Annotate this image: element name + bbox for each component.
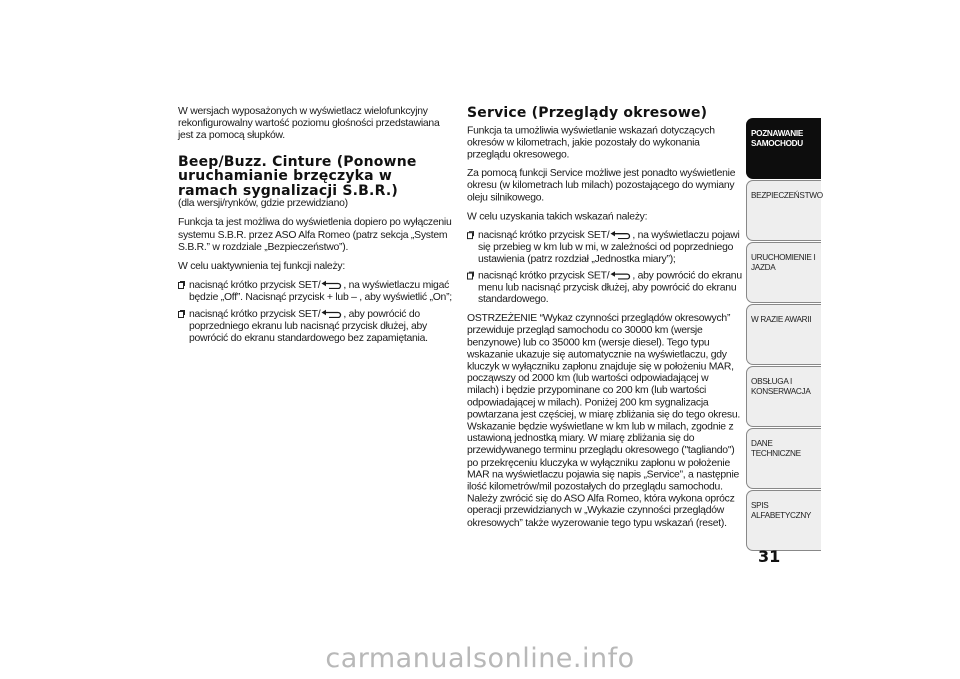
tab-label: SPIS ALFABETYCZNY bbox=[751, 501, 812, 520]
list-item: nacisnąć krótko przycisk SET/ , aby powrócić do ekranu menu lub nacisnąć przycisk dłużej, aby powrócić do ekranu standardowego. bbox=[467, 270, 742, 306]
right-column bbox=[467, 106, 742, 530]
tab-spis-alfabetyczny[interactable] bbox=[746, 490, 821, 551]
service-para1: Funkcja ta umożliwia wyświetlanie wskazań dotyczących okresów w kilometrach, jakie pozostały do wykonania przeglądu okresowego. bbox=[467, 125, 715, 161]
service-warning bbox=[467, 313, 742, 530]
checkbox-bullet-icon bbox=[178, 311, 184, 318]
tab-label: W RAZIE AWARII bbox=[751, 315, 812, 324]
tab-w-razie-awarii[interactable] bbox=[746, 304, 821, 365]
list-item: nacisnąć krótko przycisk SET/ , na wyświetlaczu pojawi się przebieg w km lub w mi, w zależności od poprzedniego ustawienia (patrz rozdział „Jednostka miary”); bbox=[467, 230, 742, 266]
return-arrow-icon bbox=[610, 270, 632, 279]
service-steps bbox=[467, 230, 742, 306]
beep-buzz-steps bbox=[178, 280, 453, 345]
page-number: 31 bbox=[758, 547, 781, 566]
tab-label: DANE TECHNICZNE bbox=[751, 439, 801, 458]
warning-text: OSTRZEŻENIE “Wykaz czynności przeglądów okresowych” przewiduje przegląd samochodu co 30000 km (wersje benzynowe) lub co 35000 km (wersje diesel). Tego typu wskazanie ukazuje się automatycznie na wyświetlaczu, gdy kluczyk w wyłączniku zapłonu znajduje się w położeniu MAR, począwszy od 2000 km (lub wartości odpowiadającej w milach) i będzie przypominane co 200 km (lub wartości odpowiadającej w milach). Poniżej 200 km sygnalizacja powtarzana jest częściej, w miarę zbliżania się do tego okresu. Wskazanie będzie wyświetlane w km lub w milach, zgodnie z ustawioną jednostką miary. W miarę zbliżania się do przewidywanego terminu przeglądu okresowego ("tagliando") po przekręceniu kluczyka w wyłączniku zapłonu w położenie MAR na wyświetlaczu pojawia się napis „Service”, a następnie ilość kilometrów/mil pozostałych do przeglądu samochodu. Należy zwrócić się do ASO Alfa Romeo, która wykona oprócz operacji przewidzianych w „Wykazie czynności przeglądów okresowych” także wyzerowanie tego typu wskazań (reset). bbox=[467, 313, 741, 529]
return-arrow-icon bbox=[610, 230, 632, 239]
checkbox-bullet-icon bbox=[467, 272, 473, 279]
tab-obsluga-i-konserwacja[interactable] bbox=[746, 366, 821, 427]
tab-uruchomienie-i-jazda[interactable] bbox=[746, 242, 821, 303]
intro-paragraph: W wersjach wyposażonych w wyświetlacz wielofunkcyjny rekonfigurowalny wartość poziomu głośności przedstawiana jest za pomocą słupków. bbox=[178, 106, 440, 142]
list-item: nacisnąć krótko przycisk SET/ , aby powrócić do poprzedniego ekranu lub nacisnąć przycisk dłużej, aby powrócić do ekranu standardowego bez zapamiętania. bbox=[178, 309, 453, 346]
checkbox-bullet-icon bbox=[467, 232, 473, 239]
chapter-tabs bbox=[746, 118, 821, 552]
service-heading: Service (Przeglądy okresowe) bbox=[467, 105, 708, 121]
left-column bbox=[178, 106, 453, 352]
tab-label: OBSŁUGA I KONSERWACJA bbox=[751, 377, 811, 396]
tab-dane-techniczne[interactable] bbox=[746, 428, 821, 489]
tab-label: URUCHOMIENIE I JAZDA bbox=[751, 253, 816, 272]
tab-poznawanie-samochodu[interactable] bbox=[746, 118, 821, 179]
tab-bezpieczenstwo[interactable] bbox=[746, 180, 821, 241]
return-arrow-icon bbox=[321, 309, 343, 318]
tab-label: BEZPIECZEŃSTWO bbox=[751, 191, 823, 200]
service-para3: W celu uzyskania takich wskazań należy: bbox=[467, 211, 648, 223]
beep-buzz-heading: Beep/Buzz. Cinture (Ponowne uruchamianie brzęczyka w ramach sygnalizacji S.B.R.) bbox=[178, 153, 417, 199]
beep-buzz-para1: Funkcja ta jest możliwa do wyświetlenia dopiero po wyłączeniu systemu S.B.R. przez ASO Alfa Romeo (patrz sekcja „System S.B.R.” w rozdziale „Bezpieczeństwo”). bbox=[178, 217, 452, 253]
tab-label: POZNAWANIE SAMOCHODU bbox=[751, 129, 804, 148]
return-arrow-icon bbox=[321, 280, 343, 289]
checkbox-bullet-icon bbox=[178, 282, 184, 289]
service-para2: Za pomocą funkcji Service możliwe jest ponadto wyświetlenie okresu (w kilometrach lub milach) pozostającego do wymiany oleju silnikowego. bbox=[467, 168, 736, 204]
watermark: carmanualsonline.info bbox=[325, 643, 635, 674]
beep-buzz-subtitle: (dla wersji/rynków, gdzie przewidziano) bbox=[178, 198, 348, 210]
list-item: nacisnąć krótko przycisk SET/ , na wyświetlaczu migać będzie „Off”. Nacisnąć przycisk + lub – , aby wyświetlić „On”; bbox=[178, 280, 453, 304]
beep-buzz-para2: W celu uaktywnienia tej funkcji należy: bbox=[178, 260, 345, 272]
